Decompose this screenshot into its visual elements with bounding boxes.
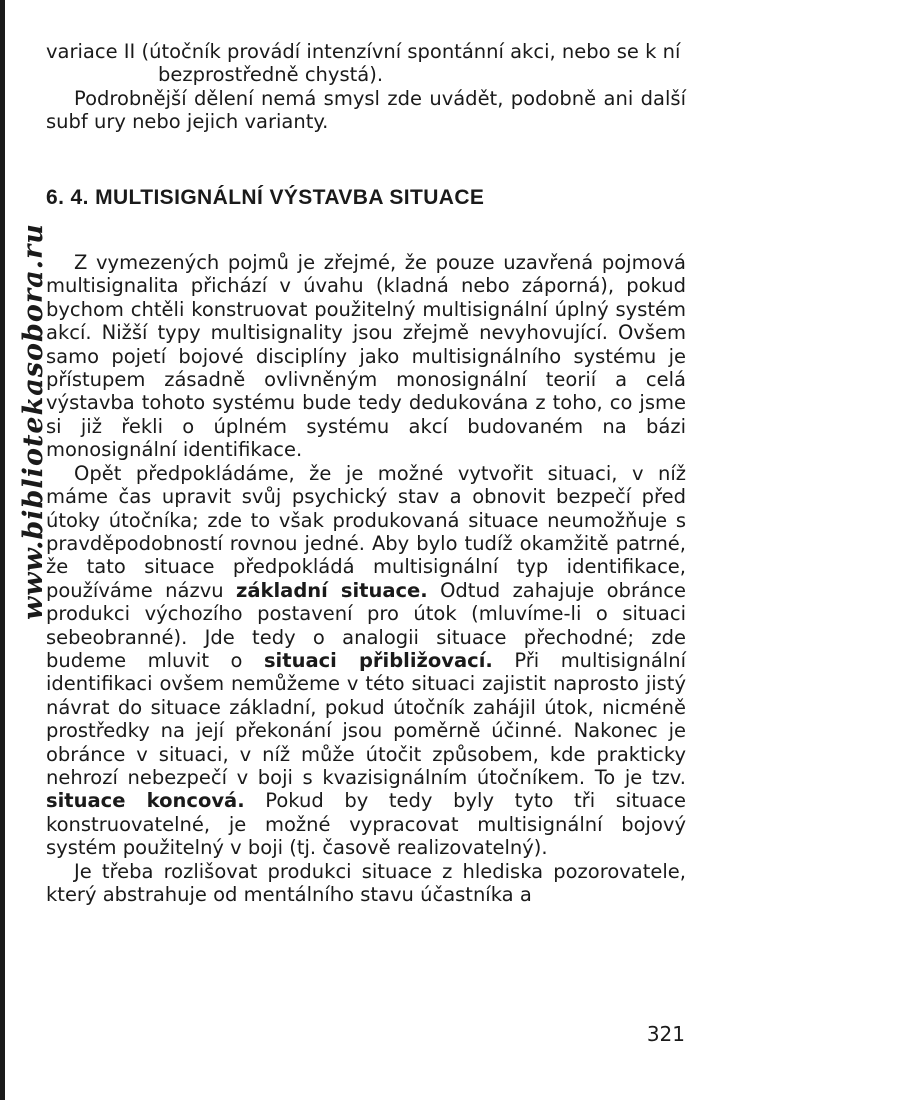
term-situace-priblizovaci: situaci přibližovací. [263, 648, 493, 672]
watermark: www.bibliotekasobora.ru [18, 223, 49, 620]
paragraph-2-text: Při multisignální identifikaci ovšem nemůžeme v této situaci zajistit naprosto jistý návrat do situace základní, pokud útočník zahájil útok, nicméně prostředky na její překonání jsou poměrně účinné. Nakonec je obránce v situaci, v níž může útočit způsobem, kde prakticky nehrozí nebezpečí v boji s kvazisignálním útočníkem. To je tzv. [46, 648, 686, 789]
paragraph-1: Z vymezených pojmů je zřejmé, že pouze uzavřená pojmová multisignalita přichází v úvahu (kladná nebo záporná), pokud bychom chtěli konstruovat použitelný multisignální úplný systém akcí. Nižší typy multisignality jsou zřejmě nevyhovující. Ovšem samo pojetí bojové disciplíny jako multisignálního systému je přístupem zásadně ovlivněným monosignální teorií a celá výstavba tohoto systému bude tedy dedukována z toho, co jsme si již řekli o úplném systému akcí budovaném na bázi monosignální identifikace. [46, 251, 686, 462]
spacer [46, 209, 686, 251]
spacer [46, 134, 686, 186]
paragraph-2-text: Pokud by tedy byly tyto tři situace konstruovatelné, je možné vypracovat multisignální bojový systém použitelný v boji (tj. časově realizovatelný). [46, 789, 687, 860]
paragraph-2 [46, 462, 686, 860]
term-situace-koncova: situace koncová. [46, 789, 245, 813]
section-heading: 6. 4. MULTISIGNÁLNÍ VÝSTAVBA SITUACE [46, 185, 485, 209]
intro-note: Podrobnější dělení nemá smysl zde uvádět, podobně ani další subf ury nebo jejich varianty. [46, 86, 686, 134]
term-zakladni-situace: základní situace. [236, 578, 428, 602]
page-content [46, 40, 686, 906]
paragraph-2-text: Odtud zahajuje obránce produkci výchozího postavení pro útok (mluvíme-li o situaci sebeobranné). Jde tedy o analogii situace přechodné; zde budeme mluvit o [46, 578, 686, 672]
paragraph-2-text: Opět předpokládáme, že je možné vytvořit situaci, v níž máme čas upravit svůj psychický stav a obnovit bezpečí před útoky útočníka; zde to však produkovaná situace neumožňuje s pravděpodobností rovnou jedné. Aby bylo tudíž okamžitě patrné, že tato situace předpokládá multisignální typ identifikace, používáme názvu [46, 461, 686, 602]
page-number: 321 [646, 1022, 685, 1046]
page-binding-edge [0, 0, 5, 1100]
intro-variant-line: variace II (útočník provádí intenzívní spontánní akci, nebo se k ní bezprostředně chystá). [46, 40, 681, 87]
paragraph-3: Je třeba rozlišovat produkci situace z hlediska pozorovatele, který abstrahuje od mentálního stavu účastníka a [46, 859, 686, 906]
